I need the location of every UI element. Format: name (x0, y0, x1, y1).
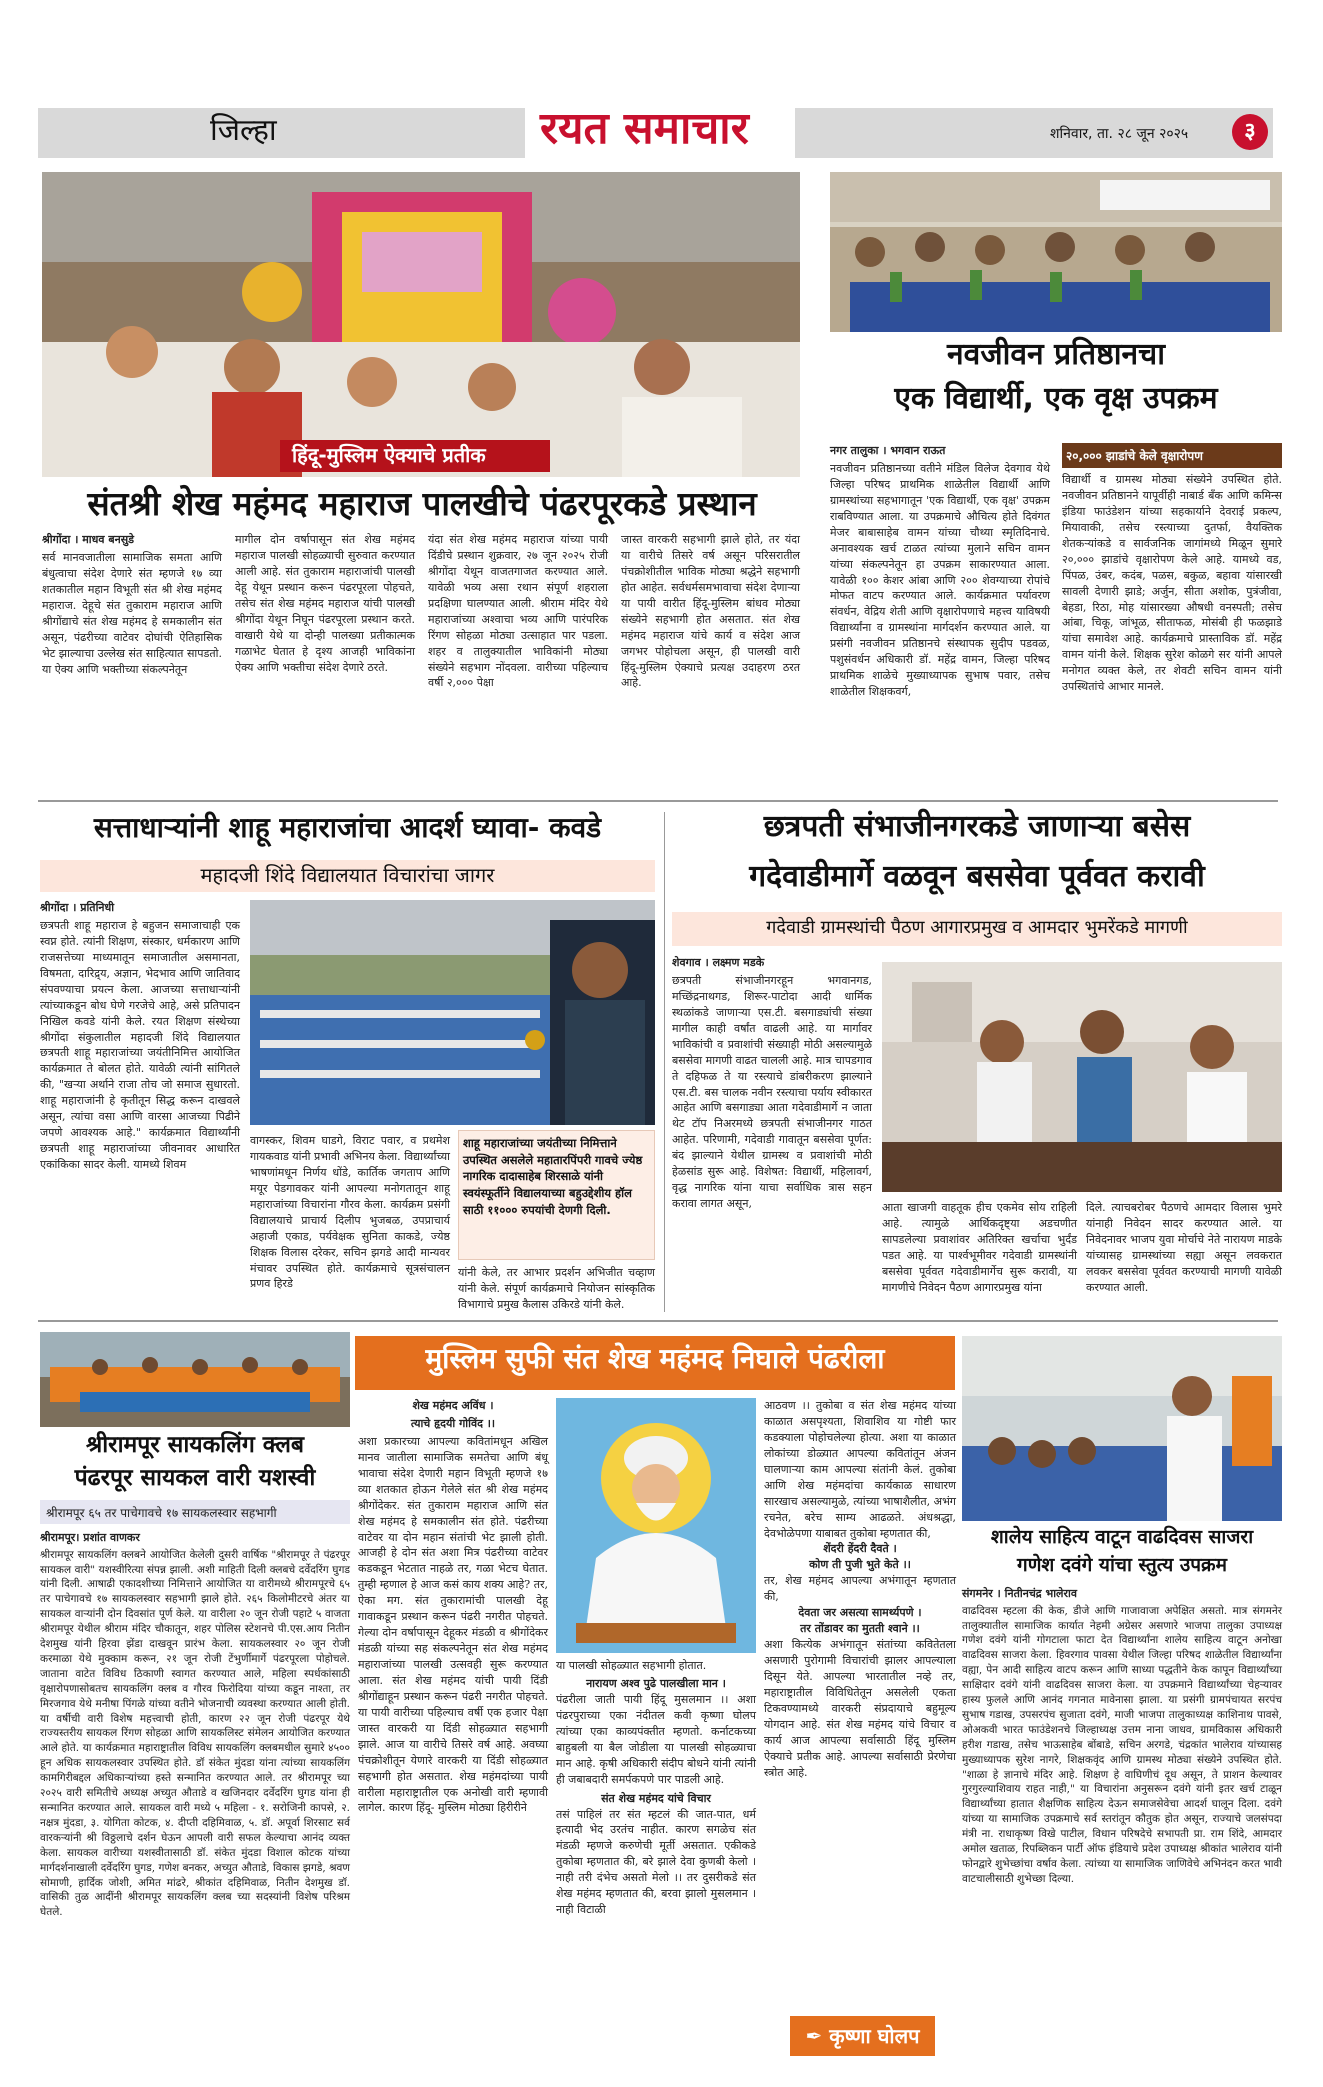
story6-headline: मुस्लिम सुफी संत शेख महंमद निघाले पंढरीला (425, 1342, 885, 1375)
story6-col2 (556, 1676, 756, 2076)
story3-callout-text: शाहू महाराजांच्या जयंतीच्या निमित्ताने उपस्थित असलेले महातारपिंपरी गावचे ज्येष्ठ नागरिक दादासाहेब शिरसाळे यांनी स्वयंस्फूर्तीने विद्यालयाच्या बहुउद्देशीय हॉल साठी ११००० रुपयांची देणगी दिली. (463, 1136, 643, 1217)
story5-body-text: श्रीरामपूर सायकलिंग क्लबने आयोजित केलेली दुसरी वार्षिक "श्रीरामपूर ते पंढरपूर सायकल वारी" यशस्वीरित्या संपन्न झाली. अशी माहिती दिली क्लबचे दर्वेदरिंग घुगड यांनी दिली. आषाढी एकादशीच्या निमित्ताने आयोजित या वारीमध्ये श्रीरामपूरचे ६५ तर पाचेगावचे १७ सायकलस्वार सहभागी झाले होते. २६५ किलोमीटरचे अंतर या सायकल वाऱ्यांनी दोन दिवसांत पूर्ण केले. या वारीला २० जून रोजी पहाटे ५ वाजता श्रीरामपूर येथील श्रीराम मंदिर चौकातून, शहर पोलिस स्टेशनचे पी.एस.आय नितीन देशमुख यांनी हिरवा झेंडा दाखवून प्रारंभ केला. सायकलस्वार २० जून रोजी करमाळा येथे मुक्काम करून, २१ जून रोजी टेंभुर्णीमार्गे पंढरपूरला पोहोचले. जाताना वाटेत विविध ठिकाणी स्वागत करण्यात आले, महिला स्पर्धकांसाठी वृक्षारोपणासोबतच सायकलिंग क्लब व गौरव फिरोदिया यांच्या कडून नाश्ता, तर मिरजगाव येथे मनीषा पिंगळे यांच्या वतीने भोजनाची व्यवस्था करण्यात आली होती. या वर्षीची वारी विशेष महत्त्वाची होती, कारण २२ जून रोजी पंढरपूर येथे राज्यस्तरीय सायकल रिंगण सोहळा आणि सायकलिस्ट संमेलन आयोजित करण्यात आले होते. या कार्यक्रमात महाराष्ट्रातील विविध सायकलिंग क्लबमधील सुमारे ४५०० हून अधिक सायकलस्वार उपस्थित होते. डॉ संकेत मुंदडा यांना त्यांच्या सायकलिंग कामगिरीबद्दल अधिकाऱ्यांच्या हस्ते सन्मानित करण्यात आले. तर श्रीरामपूर च्या २०२५ वारी समितीचे अध्यक्ष अच्युत औताडे व खजिनदार दर्वेदरिंग घुगड यांना ही सन्मानित करण्यात आले. सायकल वारी मध्ये ५ महिला - १. सरोजिनी कापसे, २. नक्षत्र मुंदडा, ३. योगिता कोटक, ४. दीप्ती दहिमिवाळ, ५. डॉ. अपूर्वा शिरसाट सर्व वारकऱ्यांनी श्री विठ्ठलाचे दर्शन घेऊन आपली वारी सफल केल्याचा आनंद व्यक्त केला. सायकल वारीच्या यशस्वीतासाठी डॉ. संकेत मुंदडा विशाल कोटक यांच्या मार्गदर्शनाखाली दर्वेदरिंग घुगड, गणेश बनकर, अच्युत औताडे, विकास झगडे, श्रवण सोमाणी, हार्दिक जोशी, अमित मांढरे, श्रीकांत दहिमिवाळ, नितीन देशमुख डॉ. वासिकी तुळ आदींनी श्रीरामपूर सायकलिंग क्लब च्या सदस्यांनी विशेष परिश्रम घेतले. (40, 1548, 350, 1919)
story7-body-text: वाढदिवस म्हटला की केक, डीजे आणि गाजावाजा अपेक्षित असतो. मात्र संगमनेर तालुक्यातील सामाजिक कार्यात नेहमी अग्रेसर असणारे भाजपा तालुका उपाध्यक्ष गणेश दवंगे यांनी गोगटाला फाटा देत विद्यार्थ्यांना शालेय साहित्य वाटून अनोखा वाढदिवस साजरा केला. हिवरगाव पावसा येथील जिल्हा परिषद शाळेतील विद्यार्थ्यांना वह्या, पेन आदी साहित्य वाटप करून आणि साध्या पद्धतीने केक कापून विद्यार्थ्यांच्या साक्षिदार दवंगे यांनी वाढदिवस साजरा केला. या उपक्रमाने विद्यार्थ्यांच्या चेहऱ्यावर हास्य फुलले आणि आनंद गगनात मावेनासा झाला. या प्रसंगी ग्रामपंचायत सरपंच सुभाष गडाख, उपसरपंच सुजाता दवंगे, माजी भाजपा तालुकाध्यक्ष काशिनाथ पावसे, ओअकवी भारत फाउंडेशनचे जिल्हाध्यक्ष उत्तम नाना जाधव, ग्रामविकास अधिकारी हरीश गडाख, तसेच भाऊसाहेब बोंबाडे, सचिन अरगडे, चंद्रकांत भालेराव यांच्यासह मुख्याध्यापक सुरेश नागरे, शिक्षकवृंद आणि ग्रामस्थ मोठ्या संख्येने उपस्थित होते. "शाळा हे ज्ञानाचे मंदिर आहे. शिक्षण हे वाघिणीचं दूध असून, ते प्राशन केल्यावर गुरगुरल्याशिवाय राहत नाही," या विचारांना अनुसरून दवंगे यांनी इतर खर्च टाळून विद्यार्थ्यांच्या हातात शैक्षणिक साहित्य देऊन समाजसेवेचा आदर्श घालून दिला. दवंगे यांच्या या सामाजिक उपक्रमाचे सर्व स्तरांतून कौतुक होत असून, राज्याचे जलसंपदा मंत्री ना. राधाकृष्ण विखे पाटील, विधान परिषदेचे सभापती प्रा. राम शिंदे, आमदार अमोल खताळ, रिपब्लिकन पार्टी ऑफ इंडियाचे प्रदेश उपाध्यक्ष श्रीकांत भालेराव यांनी फोनद्वारे शुभेच्छांचा वर्षाव केला. त्यांच्या या सामाजिक जाणिवेचे अभिनंदन करत भावी वाटचालीसाठी शुभेच्छा दिल्या. (962, 1604, 1282, 1885)
story4-headline-line2: गदेवाडीमार्गे वळवून बससेवा पूर्ववत करावी (749, 859, 1205, 894)
story1-col2 (235, 532, 415, 782)
story3-col2: वागस्कर, शिवम घाडगे, विराट पवार, व प्रथमेश गायकवाड यांनी प्रभावी अभिनय केला. विद्यार्थ्यांच्या भाषणांमधून निर्णय धोंडे, कार्तिक जगताप आणि मयूर पेडगावकर यांनी आपल्या मनोगतातून शाहू महाराजांच्या विचारांना गौरव केला. कार्यक्रम प्रसंगी विद्यालयाचे प्राचार्य दिलीप भुजबळ, उपप्राचार्य अहाजी एकाड, पर्यवेक्षक सुनिता काकडे, ज्येष्ठ शिक्षक विलास दरेकर, सचिन झगडे आदी मान्यवर मंचावर उपस्थित होते. कार्यक्रमाचे सूत्रसंचालन प्रणव हिरडे (250, 1134, 450, 1291)
story2-col1-text: नवजीवन प्रतिष्ठानच्या वतीने मंडिल विलेज देवगाव येथे जिल्हा परिषद प्राथमिक शाळेतील विद्यार्थी आणि ग्रामस्थांच्या सहभागातून 'एक विद्यार्थी, एक वृक्ष' उपक्रम राबविण्यात आला. या उपक्रमाचे औचित्य होते दिवंगत मेजर बाबासाहेब वामन यांच्या चौथ्या स्मृतिदिनाचे. अनावश्यक खर्च टाळत त्यांच्या मुलाने सचिन वामन यांच्या संकल्पनेतून हा उपक्रम साकारण्यात आला. यावेळी १०० केशर आंबा आणि २०० शेवग्याच्या रोपांचे मोफत वाटप करण्यात आले. कार्यक्रमात पर्यावरण संवर्धन, वेद्रिय शेती आणि वृक्षारोपणाचे महत्त्व याविषयी विद्यार्थ्यांना व ग्रामस्थांना मार्गदर्शन करण्यात आले. या प्रसंगी नवजीवन प्रतिष्ठानचे संस्थापक सुदीप पडवळ, पशुसंवर्धन अधिकारी डॉ. महेंद्र वामन, जिल्हा परिषद प्राथमिक शाळेचे मुख्याध्यापक सुभाष पवार, तसेच शाळेतील शिक्षकवर्ग, (830, 461, 1050, 699)
story1-byline: श्रीगोंदा । माधव बनसुडे (42, 533, 135, 546)
photo-caption: हिंदू-मुस्लिम ऐक्याचे प्रतीक (292, 443, 486, 467)
story1-col1-text: सर्व मानवजातीला सामाजिक समता आणि बंधुत्वाचा संदेश देणारे संत म्हणजे १७ व्या शतकातील महान विभूती संत श्री शेख महंमद महाराज. देहूचे संत तुकाराम महाराज आणि श्रीगोंद्याचे संत शेख महंमद हे समकालीन संत असून, पंढरीच्या वाटेवर दोघांची ऐतिहासिक भेट झाल्याचा उल्लेख संत साहित्यात सापडतो. या ऐक्य आणि भक्तीच्या संकल्पनेतून (42, 550, 222, 676)
story1-col3 (428, 532, 608, 782)
story6-col1 (358, 1398, 548, 2073)
story7-body (962, 1586, 1282, 2076)
section-label: जिल्हा (210, 113, 277, 148)
story2-badge (1062, 443, 1282, 468)
story4-col3: दिले. त्याचबरोबर पैठणचे आमदार विलास भुमरे यांनाही निवेदन सादर करण्यात आले. या निवेदनावर भाजप युवा मोर्चाचे नेते नारायण माडके यांच्यासह ग्रामस्थांच्या सह्या असून लवकरात लवकर बससेवा पूर्ववत करण्याची मागणी यावेळी करण्यात आली. (1086, 1201, 1282, 1294)
story1-col2-text: मागील दोन वर्षापासून संत शेख महंमद महाराज पालखी सोहळ्याची सुरुवात करण्यात आली आहे. संत तुकाराम महाराजांची पालखी देहू येथून प्रस्थान करून पंढरपूरला पोहचते, तसेच संत शेख महंमद महाराज यांची पालखी श्रीगोंदा येथून निघून पंढरपूरला प्रस्थान करते. वाखारी येथे या दोन्ही पालख्या प्रतीकात्मक गळाभेट घेतात हे दृश्य आजही भाविकांना ऐक्य आणि भक्तीचा संदेश देणारे ठरते. (235, 533, 415, 674)
story1-col4 (621, 532, 800, 782)
lower-section-divider (38, 1320, 1278, 1322)
story2-byline: नगर तालुका । भगवान राऊत (830, 444, 946, 457)
story4-subhead: गदेवाडी ग्रामस्थांची पैठण आगारप्रमुख व आमदार भुमरेंकडे मागणी (766, 917, 1188, 938)
story4-col1 (672, 955, 872, 1310)
section-divider (38, 800, 1278, 802)
story3-subhead: महादजी शिंदे विद्यालयात विचारांचा जागर (200, 863, 495, 887)
date-label: शनिवार, ता. २८ जून २०२५ (1050, 126, 1189, 142)
tree-planting-photo-art (830, 172, 1282, 332)
story4-headline-line1: छत्रपती संभाजीनगरकडे जाणाऱ्या बसेस (763, 809, 1191, 844)
story2-headline-line1: नवजीवन प्रतिष्ठानचा (947, 337, 1165, 372)
story3-headline: सत्ताधाऱ्यांनी शाहू महाराजांचा आदर्श घ्यावा- कवडे (93, 811, 602, 844)
story6-col3-bottom: अशा कित्येक अभंगातून संतांच्या कवितेतला असणारी पुरोगामी विचारांची झालर आपल्याला दिसून येते. आपल्या भारतातील नव्हे तर, महाराष्ट्रातील विविधितेतून असलेली एकता टिकवण्यामध्ये वारकरी संप्रदायाचे बहुमूल्य योगदान आहे. संत शेख महंमद यांचे विचार व कार्य आज आपल्या सर्वासाठी हिंदू मुस्लिम ऐक्याचे प्रतीक आहे. आपल्या सर्वासाठी प्रेरणेचा स्त्रोत आहे. (764, 1638, 956, 1779)
story2-badge-text: २०,००० झाडांचे केले वृक्षारोपण (1066, 449, 1203, 463)
page-number-badge (1232, 114, 1268, 150)
story2-body (830, 443, 1282, 788)
author-tag (790, 2016, 935, 2056)
story6-byline: शेख महंमद अविंध । (412, 1399, 494, 1412)
school-assembly-photo (250, 900, 655, 1125)
story1-col1 (42, 532, 222, 782)
school-supplies-photo (962, 1336, 1282, 1521)
story3-callout (458, 1130, 655, 1260)
story4-col2: आता खाजगी वाहतूक हीच एकमेव सोय राहिली आहे. त्यामुळे आर्थिकदृष्ट्या अडचणीत सापडलेल्या प्रवाशांवर अतिरिक्त खर्चाचा भुर्दंड पडत आहे. या पार्श्वभूमीवर गदेवाडी ग्रामस्थांनी बससेवा पूर्ववत गदेवाडीमार्गेच सुरू करावी, या मागणीचे निवेदन पैठण आगारप्रमुख यांना (882, 1201, 1077, 1294)
memorandum-photo-art (882, 962, 1282, 1192)
story3-col1 (40, 900, 240, 1280)
story5-subhead: श्रीरामपूर ६५ तर पाचेगावचे १७ सायकलस्वार सहभागी (46, 1506, 277, 1520)
saint-illustration (556, 1398, 756, 1653)
masthead-title: रयत समाचार (540, 103, 749, 154)
story4-byline: शेवगाव । लक्ष्मण मडके (672, 956, 765, 969)
story5-byline: श्रीरामपूर। प्रशांत वाणकर (40, 1531, 140, 1544)
story6-col3 (764, 1398, 956, 1998)
author-pen-icon: ✒ (805, 2024, 830, 2048)
school-supplies-photo-art (962, 1336, 1282, 1521)
story3-byline: श्रीगोंदा । प्रतिनिधी (40, 901, 115, 914)
story6-col3-quote3: देवता जर असत्या सामर्थ्यपणे । (798, 1606, 922, 1620)
saint-illustration-art (556, 1398, 756, 1653)
story1-col3-text: यंदा संत शेख महंमद महाराज यांच्या पायी दिंडीचे प्रस्थान शुक्रवार, २७ जून २०२५ रोजी श्रीगोंदा येथून वाजतगाजत करण्यात आले. यावेळी भव्य असा रथान संपूर्ण शहराला प्रदक्षिणा घालण्यात आली. श्रीराम मंदिर येथे महाराजांच्या अश्वाचा भव्य आणि पारंपरिक रिंगण सोहळा मोठ्या उत्साहात पार पडला. शहर व तालुक्यातील भाविकांनी मोठ्या संख्येने सहभाग नोंदवला. वारीच्या पहिल्याच वर्षी २,००० पेक्षा (428, 533, 608, 690)
story1-col4-text: जास्त वारकरी सहभागी झाले होते, तर यंदा या वारीचे तिसरे वर्ष असून परिसरातील पंचक्रोशीतील भाविक मोठ्या श्रद्धेने सहभागी होत आहेत. सर्वधर्मसमभावाचा संदेश देणाऱ्या या पायी वारीत हिंदू-मुस्लिम बांधव मोठ्या संख्येने सहभागी होत असतात. संत शेख महंमद महाराज यांचे कार्य व संदेश आज जगभर पोहोचला असून, ही पालखी वारी हिंदू-मुस्लिम ऐक्याचे प्रत्यक्ष उदाहरण ठरत आहे. (621, 533, 800, 690)
story5-headline-line2: पंढरपूर सायकल वारी यशस्वी (74, 1465, 316, 1491)
story5-headline-line1: श्रीरामपूर सायकलिंग क्लब (85, 1432, 305, 1458)
tree-planting-photo (830, 172, 1282, 332)
memorandum-photo (882, 962, 1282, 1192)
cycling-club-photo (40, 1332, 350, 1427)
palkhi-photo (42, 172, 800, 477)
story6-col2-bottom: तसं पाहिलं तर संत म्हटलं की जात-पात, धर्म इत्यादी भेद उरतंच नाहीत. कारण सगळेच संत मंडळी म्हणजे करुणेची मूर्ती असतात. एकीकडे तुकोबा म्हणतात की, बरे झाले देवा कुणबी केलो । नाही तरी दंभेच असतो मेलो ।। तर दुसरीकडे संत शेख महंमद म्हणतात की, बरवा झालो मुसलमान । नाही विटाळी (556, 1807, 756, 1917)
story3-col1-text: छत्रपती शाहू महाराज हे बहुजन समाजाचाही एक स्वप्न होते. त्यांनी शिक्षण, संस्कार, धर्मकारण आणि राजसत्तेच्या माध्यमातून समाजातील असमानता, विषमता, दारिद्र्य, अज्ञान, भेदभाव आणि जातिवाद संपवण्याचा प्रयत्न केला. आजच्या सत्ताधाऱ्यांनी त्यांच्याकडून बोध घेणे गरजेचे आहे, असे प्रतिपादन निखिल कवडे यांनी केले. रयत शिक्षण संस्थेच्या श्रीगोंदा संकुलातील महादजी शिंदे विद्यालयात छत्रपती शाहू महाराजांच्या जयंतीनिमित्त आयोजित कार्यक्रमात ते बोलत होते. यावेळी त्यांनी सांगितले की, "खऱ्या अर्थाने राजा तोच जो समाज सुधारतो. शाहू महाराजांनी हे कृतीतून सिद्ध करून दाखवले असून, त्यांचा वसा आणि वारसा आजच्या पिढीने जपणे आवश्यक आहे." कार्यक्रमात विद्यार्थ्यांनी छत्रपती शाहू महाराजांच्या जीवनावर आधारित एकांकिका सादर केली. यामध्ये शिवम (40, 918, 240, 1171)
story2-col2-wrap (1062, 443, 1282, 788)
author-name: कृष्णा घोलप (829, 2024, 920, 2048)
story6-col1-text: अशा प्रकारच्या आपल्या कवितांमधून अखिल मानव जातीला सामाजिक समतेचा आणि बंधू भावाचा संदेश देणारी महान विभूती म्हणजे १७ व्या शतकात होऊन गेलेले संत श्री शेख महंमद श्रीगोंदेकर. संत तुकाराम महाराज आणि संत शेख महंमद हे समकालीन संत होते. पंढरीच्या वाटेवर या दोन महान संतांची भेट झाली होती. आजही हे दोन संत अशा मित्र पंढरीच्या वाटेवर कडकडून भेटतात नाहळे तर, गळा भेटच घेतात. तुम्ही म्हणाल हे आज कसं काय शक्य आहे? तर, ऐका मग. संत तुकारामांची पालखी देहू गावाकडून प्रस्थान करून पंढरी नगरीत पोहचते. गेल्या दोन वर्षापासून देहूकर मंडळी व श्रीगोंदेकर मंडळी यांच्या सह संकल्पनेतून संत शेख महंमद महाराजांच्या पालखी उत्सवही सुरू करण्यात आला. संत शेख महंमद यांची पायी दिंडी श्रीगोंद्याहून प्रस्थान करून पंढरी नगरीत पोहचते. या पायी वारीच्या पहिल्याच वर्षी एक हजार पेक्षा जास्त वारकरी या दिंडी सोहळ्यात सहभागी झाले. आज या वारीचे तिसरे वर्ष आहे. अवघ्या पंचक्रोशीतून येणारे वारकरी या दिंडी सोहळ्यात सहभागी होत असतात. शेख महंमदांच्या पायी वारीला महाराष्ट्रातील एक अनोखी वारी म्हणावी लागेल. कारण हिंदू- मुस्लिम मोठ्या हिरीरीने (358, 1434, 548, 1815)
story1-body (42, 532, 800, 782)
story6-col3-mid: तर, शेख महंमद आपल्या अभंगातून म्हणतात की, (764, 1574, 956, 1604)
story2-col1 (830, 443, 1050, 788)
story6-col2-sub2: संत शेख महंमद यांचे विचार (601, 1791, 711, 1805)
story6-col2-top: पंढरीला जाती पायी हिंदू मुसलमान ।। अशा पंढरपुराच्या एका नंदीतल कवी कृष्णा घोलप त्यांच्या एका काव्यपंक्तीत म्हणतो. कर्नाटकच्या बाहुबली या बैल जोडीला या पालखी सोहळ्याचा मान आहे. कृषी अधिकारी संदीप बोधने यांनी त्यांनी ही जबाबदारी समर्पकपणे पार पाडली आहे. (556, 1692, 756, 1786)
story1-headline: संतश्री शेख महंमद महाराज पालखीचे पंढरपूरकडे प्रस्थान (87, 484, 757, 523)
story6-col3-quote2: कोण ती पुजी भुते केते ।। (809, 1558, 911, 1572)
school-assembly-photo-art (250, 900, 655, 1125)
story6-col2-sub1: नारायण अश्व पुढे पालखीला मान । (586, 1677, 726, 1690)
story5-body (40, 1530, 350, 2075)
saint-image-caption: या पालखी सोहळ्यात सहभागी होतात. (556, 1659, 707, 1672)
story6-col3-top: आठवण ।। तुकोबा व संत शेख महंमद यांच्या काळात असपृश्यता, शिवाशिव या गोष्टी फार कडक्याला पोहोचलेल्या होत्या. अशा या काळात लोकांच्या डोळ्यात आपल्या कवितांतून अंजन घालणाऱ्या काम आपल्या संतांनी केलं. तुकोबा आणि शेख महंमदांचा कार्यकाळ साधारण सारखाच असल्यामुळे, त्यांच्या भाषाशैलीत, अभंग रचनेत, बरेच साम्य आढळते. अंधश्रद्धा, देवभोळेपणा याबाबत तुकोबा म्हणतात की, (764, 1399, 956, 1540)
story3-col3: यांनी केले, तर आभार प्रदर्शन अभिजीत चव्हाण यांनी केले. संपूर्ण कार्यक्रमाचे नियोजन सांस्कृतिक विभागाचे प्रमुख कैलास उकिरडे यांनी केले. (458, 1266, 655, 1311)
cycling-club-photo-art (40, 1332, 350, 1427)
story7-headline-line1: शालेय साहित्य वाटून वाढदिवस साजरा (990, 1526, 1254, 1548)
story2-col2: विद्यार्थी व ग्रामस्थ मोठ्या संख्येने उपस्थित होते. नवजीवन प्रतिष्ठानने यापूर्वीही नाबार्ड बँक आणि कमिन्स इंडिया फाउंडेशन यांच्या सहकार्याने देवराई प्रकल्प, मियावाकी, तसेच रस्त्याच्या दुतर्फा, वैयक्तिक शेतकऱ्यांकडे व सार्वजनिक जागांमध्ये मिळून सुमारे २०,००० झाडांचे वृक्षारोपण केले आहे. यामध्ये वड, पिंपळ, उंबर, कदंब, पळस, बकुळ, बहावा यांसारखी सावली देणारी झाडे; अर्जुन, सीता अशोक, पुत्रंजीवा, बेहडा, रिठा, मोह यांसारख्या औषधी वनस्पती; तसेच आंबा, चिकू, जांभूळ, सीताफळ, मोसंबी ही फळझाडे यांचा समावेश आहे. कार्यक्रमाचे प्रास्ताविक डॉ. महेंद्र वामन यांनी केले. शिक्षक सुरेश कोळगे सर यांनी आपले मनोगत व्यक्त केले, तर शेवटी सचिन वामन यांनी उपस्थितांचे आभार मानले. (1062, 473, 1282, 694)
story2-headline-line2: एक विद्यार्थी, एक वृक्ष उपक्रम (894, 381, 1218, 416)
story6-byline2: त्याचे हृदयी गोविंद ।। (410, 1416, 496, 1430)
middle-vertical-divider (664, 812, 665, 1312)
story4-col1-text: छत्रपती संभाजीनगरहून भगवानगड, मच्छिंद्रनाथगड, शिरूर-पाटोदा आदी धार्मिक स्थळांकडे जाणाऱ्या एस.टी. बसगाड्यांची संख्या मागील काही वर्षांत वाढली आहे. या मार्गावर भाविकांची व प्रवाशांची संख्याही मोठी असल्यामुळे बससेवा मागणी वाढत चालली आहे. मात्र चापडगाव ते दहिफळ ते या रस्त्याचे डांबरीकरण झाल्याने एस.टी. बस चालक नवीन रस्त्याचा पर्याय स्वीकारत आहेत आणि बसगाड्या आता गदेवाडीमार्गे न जाता थेट टॉप निअरमध्ये छत्रपती संभाजीनगर गाठत आहेत. परिणामी, गदेवाडी गावातून बससेवा पूर्णत: बंद झाल्याने येथील ग्रामस्थ व प्रवाशांची मोठी हेळसांड सुरू आहे. विशेषत: विद्यार्थी, महिलावर्ग, वृद्ध नागरिक यांना याचा सर्वाधिक त्रास सहन करावा लागत असून, (672, 973, 872, 1211)
story6-col3-quote4: तर तोंडावर का मुतती श्वाने ।। (800, 1622, 920, 1636)
palkhi-photo-art (42, 172, 800, 477)
page-number: ३ (1244, 119, 1256, 144)
story7-byline: संगमनेर । नितीनचंद्र भालेराव (962, 1587, 1077, 1600)
story6-col3-quote1: शेंदरी हेंदरी दैवते । (823, 1542, 897, 1556)
story7-headline-line2: गणेश दवंगे यांचा स्तुत्य उपक्रम (1017, 1554, 1227, 1576)
